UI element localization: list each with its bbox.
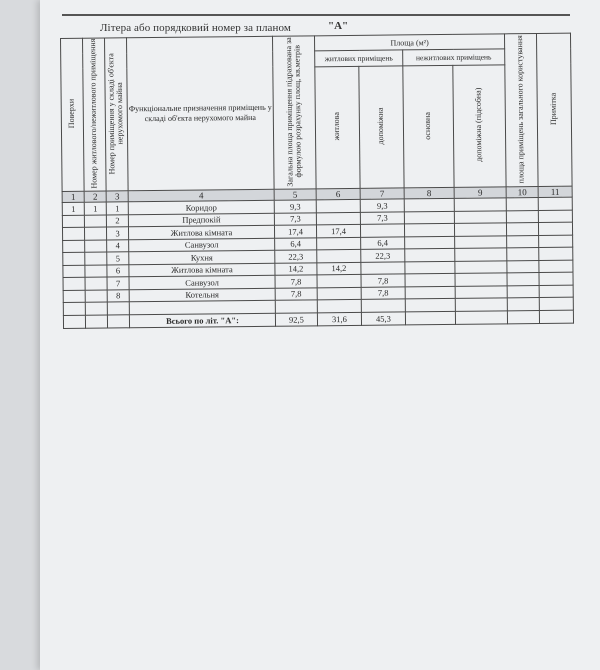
table-cell <box>405 298 455 311</box>
table-cell: 7,3 <box>274 212 316 225</box>
table-cell: 7,8 <box>361 274 405 287</box>
top-border-line <box>62 14 570 16</box>
table-cell <box>316 212 360 225</box>
table-cell <box>63 240 85 253</box>
table-cell <box>539 297 573 310</box>
total-area-value: 92,5 <box>275 312 317 325</box>
table-cell <box>317 287 361 300</box>
table-cell <box>405 311 455 325</box>
table-cell: 9,3 <box>360 199 404 212</box>
room-name: Кухня <box>129 250 275 264</box>
table-cell <box>455 248 507 261</box>
header-label: Номер приміщення у складі об'єкта нерухомого майна <box>106 52 125 175</box>
table-cell: 5 <box>107 252 129 265</box>
table-cell: 1 <box>62 191 84 202</box>
table-cell <box>62 227 84 240</box>
table-cell <box>455 260 507 273</box>
table-cell <box>538 197 572 210</box>
header-label: площа приміщень загального користування <box>515 34 526 184</box>
room-name: Житлова кімната <box>128 225 274 239</box>
table-cell: 8 <box>404 187 454 199</box>
header-label: Номер житлового/нежитлового приміщення <box>88 38 99 189</box>
table-cell <box>85 240 107 253</box>
table-cell: 3 <box>106 191 128 202</box>
table-cell <box>507 310 539 323</box>
table-cell <box>404 198 454 211</box>
table-cell <box>85 252 107 265</box>
table-cell: 7,8 <box>275 275 317 288</box>
table-cell <box>507 235 539 248</box>
header-label: житлова <box>332 112 342 141</box>
table-cell: 22,3 <box>275 250 317 263</box>
table-cell: 7,3 <box>360 211 404 224</box>
room-name: Котельня <box>129 288 275 302</box>
table-cell: 11 <box>538 186 572 197</box>
table-cell <box>62 215 84 228</box>
table-cell <box>455 310 507 324</box>
room-name: Житлова кімната <box>129 263 275 277</box>
table-cell <box>506 210 538 223</box>
col-living-main-header <box>315 66 360 189</box>
table-cell <box>361 261 405 274</box>
table-cell: 2 <box>84 191 106 202</box>
table-cell <box>455 285 507 298</box>
table-cell: 8 <box>107 289 129 302</box>
plan-letter: "А" <box>328 20 349 32</box>
table-cell: 3 <box>106 227 128 240</box>
table-cell <box>539 285 573 298</box>
table-cell <box>107 302 129 315</box>
table-cell <box>539 260 573 273</box>
table-cell <box>404 211 454 224</box>
table-cell <box>405 236 455 249</box>
table-cell: 22,3 <box>361 249 405 262</box>
table-cell: 1 <box>62 202 84 215</box>
table-cell: 6,4 <box>275 237 317 250</box>
table-cell <box>360 224 404 237</box>
table-cell <box>63 290 85 303</box>
table-cell: 17,4 <box>316 224 360 237</box>
table-cell <box>63 302 85 315</box>
table-cell: 10 <box>506 187 538 198</box>
col-floor-header <box>61 38 85 191</box>
col-common-area-header <box>505 34 539 187</box>
table-cell <box>84 227 106 240</box>
plan-caption: Літера або порядковий номер за планом <box>100 22 291 34</box>
table-cell: 1 <box>84 202 106 215</box>
table-cell <box>317 249 361 262</box>
table-cell <box>85 302 107 315</box>
col-room-no-header <box>105 38 129 191</box>
table-cell <box>455 235 507 248</box>
table-cell <box>317 274 361 287</box>
room-register-table <box>60 33 574 329</box>
table-cell: 6 <box>316 188 360 199</box>
table-cell <box>507 260 539 273</box>
table-cell <box>455 298 507 311</box>
table-cell <box>85 277 107 290</box>
table-cell: 14,2 <box>275 262 317 275</box>
table-cell <box>63 265 85 278</box>
table-cell: 7,8 <box>275 287 317 300</box>
table-cell: 9,3 <box>274 200 316 213</box>
col-residential-no-header <box>83 38 107 191</box>
table-cell <box>107 314 129 327</box>
table-cell <box>539 310 573 323</box>
table-cell: 17,4 <box>274 225 316 238</box>
table-cell <box>539 272 573 285</box>
table-cell <box>404 223 454 236</box>
table-cell <box>538 210 572 223</box>
table-cell <box>405 273 455 286</box>
table-cell <box>317 299 361 312</box>
table-cell <box>507 247 539 260</box>
table-cell <box>506 198 538 211</box>
table-cell <box>507 297 539 310</box>
table-cell <box>454 198 506 211</box>
table-cell <box>317 237 361 250</box>
table-cell <box>63 252 85 265</box>
total-label: Всього по літ. "А": <box>129 313 275 328</box>
col-living-group-header: житлових приміщень <box>315 50 403 66</box>
table-cell <box>63 277 85 290</box>
table-cell: 5 <box>274 189 316 200</box>
table-cell <box>85 290 107 303</box>
table-cell: 14,2 <box>317 262 361 275</box>
table-cell: 4 <box>107 239 129 252</box>
header-label: основна <box>423 111 433 140</box>
col-nonliving-main-header <box>403 65 454 188</box>
table-cell <box>85 265 107 278</box>
table-cell <box>405 261 455 274</box>
table-cell <box>454 210 506 223</box>
table-cell: 2 <box>106 214 128 227</box>
room-name: Коридор <box>128 200 274 214</box>
table-cell: 7 <box>360 188 404 199</box>
header-label: допоміжна <box>376 107 386 145</box>
col-notes-header <box>537 33 573 186</box>
col-nonliving-group-header: нежитлових приміщень <box>403 49 505 65</box>
table-cell <box>506 222 538 235</box>
col-function-header: Функціональне призначення приміщень у складі об'єкта нерухомого майна <box>127 36 275 191</box>
room-name: Предпокій <box>128 213 274 227</box>
table-cell <box>63 315 85 328</box>
table-cell <box>454 223 506 236</box>
table-cell <box>538 222 572 235</box>
room-name: Санвузол <box>129 238 275 252</box>
table-cell: 1 <box>106 202 128 215</box>
table-cell <box>361 299 405 312</box>
table-cell <box>455 273 507 286</box>
table-cell: 9 <box>454 187 506 199</box>
table-cell <box>507 272 539 285</box>
table-cell <box>405 248 455 261</box>
table-cell <box>539 235 573 248</box>
table-cell: 4 <box>128 189 274 202</box>
header-label: Поверхи <box>66 99 77 129</box>
table-cell <box>539 247 573 260</box>
total-aux-value: 45,3 <box>361 311 405 324</box>
col-total-area-header <box>272 36 316 189</box>
table-cell: 7 <box>107 277 129 290</box>
header-label: допоміжна (підсобна) <box>473 87 484 163</box>
table-cell: 6,4 <box>361 236 405 249</box>
table-cell <box>84 215 106 228</box>
table-cell: 7,8 <box>361 286 405 299</box>
table-cell <box>275 300 317 313</box>
col-area-group-header: Площа (м²) <box>314 34 504 51</box>
page-margin <box>0 0 40 670</box>
table-cell <box>85 315 107 328</box>
table-cell <box>405 286 455 299</box>
header-label: Загальна площа приміщення підрахована за формулою розрахунку площ, кв.метрів <box>284 36 303 187</box>
col-living-aux-header <box>359 66 404 189</box>
table-cell: 6 <box>107 264 129 277</box>
total-living-value: 31,6 <box>317 312 361 325</box>
room-name: Санвузол <box>129 275 275 289</box>
col-nonliving-aux-header <box>453 65 506 188</box>
header-label: Примітка <box>548 92 559 125</box>
table-cell <box>507 285 539 298</box>
table-cell <box>316 199 360 212</box>
